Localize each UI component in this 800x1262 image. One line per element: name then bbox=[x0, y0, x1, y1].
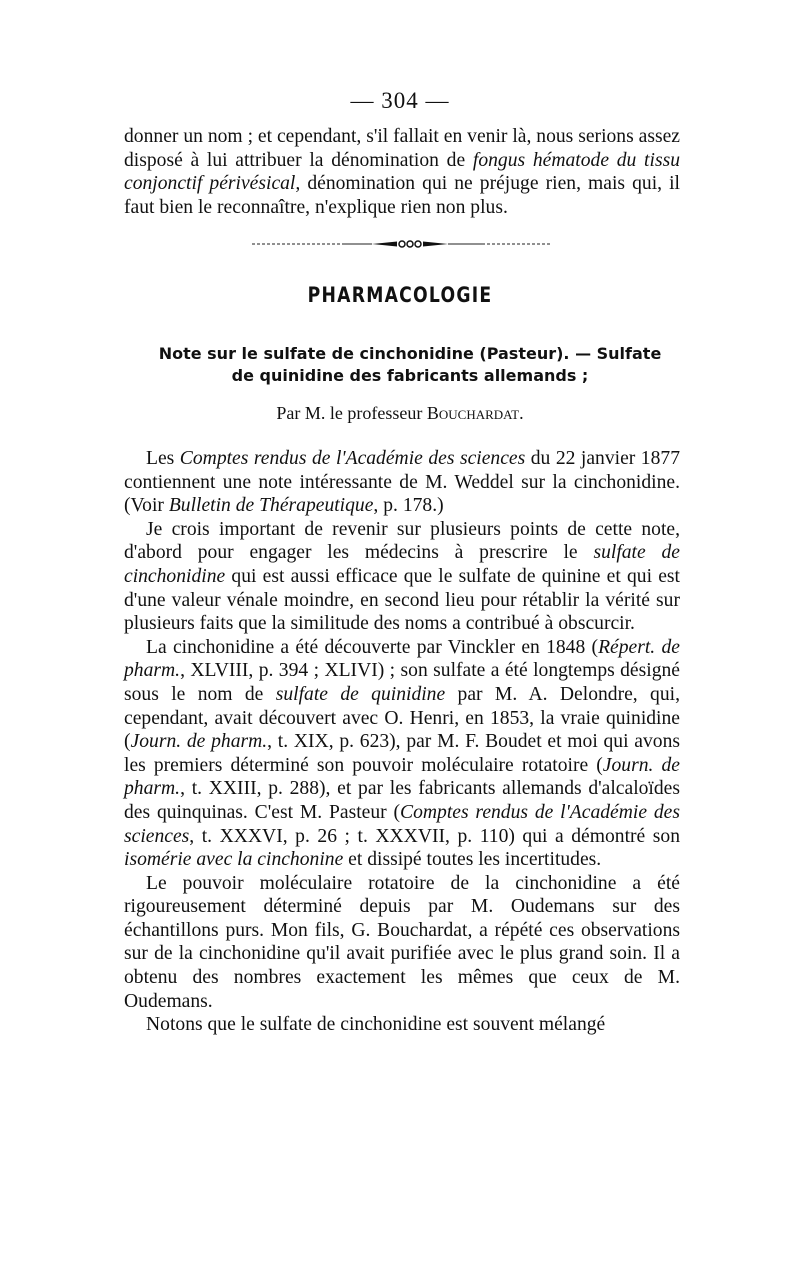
article-title-line-1: Note sur le sulfate de cinchonidine (Pasteur). — Sulfate bbox=[158, 344, 662, 363]
p3-italic-1: Répert. de pharm. bbox=[124, 636, 680, 682]
intro-paragraph bbox=[124, 125, 680, 219]
p3-text-1: La cinchonidine a été découverte par Vinckler en 1848 ( bbox=[146, 636, 599, 658]
body-paragraph-1 bbox=[124, 447, 680, 518]
article-title-line-2: de quinidine des fabricants allemands ; bbox=[231, 366, 589, 385]
intro-italic-1: fongus hématode bbox=[472, 149, 610, 171]
body-paragraph-3 bbox=[124, 636, 680, 872]
intro-line-4: mais qui, il faut bien le reconnaître, n'explique rien non plus. bbox=[124, 173, 680, 218]
p3-text-3: par M. A. Delondre, qui, cependant, avait découvert avec O. Henri, en 1853, la vraie quinidine ( bbox=[124, 683, 680, 753]
byline-prefix: Par M. le professeur bbox=[276, 403, 427, 423]
p1-text-3: , p. 178.) bbox=[373, 495, 444, 517]
p2-text-2: qui est aussi efficace que le sulfate de quinine et qui est d'une valeur vénale moindre, en second lieu pour rétablir la vérité sur plusieurs faits que la similitude des noms a contribué à obscurcir. bbox=[124, 565, 680, 635]
p3-italic-5: Comptes rendus de l'Académie des sciences bbox=[124, 801, 680, 847]
body-paragraph-4 bbox=[124, 872, 680, 1014]
p1-text-1: Les bbox=[146, 448, 180, 469]
p3-text-5: , t. XXIII, p. 288), et par les fabricants allemands d'alcaloïdes des quinquinas. C'est M. Pasteur ( bbox=[124, 778, 680, 823]
body-paragraph-2 bbox=[124, 518, 680, 636]
p2-italic-1: sulfate de cinchonidine bbox=[124, 542, 680, 587]
intro-line-3: dénomination qui ne préjuge rien, bbox=[300, 173, 581, 195]
p5-text-1: Notons que le sulfate de cinchonidine est souvent mélangé bbox=[146, 1014, 606, 1036]
section-heading: PHARMACOLOGIE bbox=[307, 283, 493, 307]
p3-text-7: et dissipé toutes les incertitudes. bbox=[343, 849, 602, 871]
p1-italic-1: Comptes rendus de l'Académie des sciences bbox=[179, 448, 526, 469]
p1-italic-2: Bulletin de Thérapeutique bbox=[168, 495, 374, 517]
intro-line-1: donner un nom ; et cependant, s'il fallait en venir là, nous serions bbox=[124, 126, 634, 147]
p2-text-1: Je crois important de revenir sur plusieurs points de cette note, d'abord pour engager les médecins à prescrire le bbox=[124, 518, 680, 564]
intro-italic-2: du tissu conjonctif périvésical, bbox=[124, 149, 680, 195]
p1-text-2: du 22 janvier 1877 contiennent une note intéressante de M. Weddel sur la cinchonidine. (Voir bbox=[124, 448, 680, 517]
body-paragraph-5 bbox=[124, 1013, 680, 1037]
byline-author: Bouchardat. bbox=[426, 403, 524, 423]
p3-text-2: , XLVIII, p. 394 ; XLIVI) ; son sulfate a été longtemps désigné sous le nom de bbox=[124, 660, 680, 705]
article-body bbox=[124, 447, 680, 1037]
p3-text-6: , t. XXXVI, p. 26 ; t. XXXVII, p. 110) qui a démontré son bbox=[189, 825, 680, 847]
p4-text-1: Le pouvoir moléculaire rotatoire de la cinchonidine a été rigoureusement déterminé depuis par M. Oudemans sur des échantillons purs. Mon fils, G. Bouchardat, a répété ces observations sur de la cinchonidine qu'il avait purifiée avec le plus grand soin. Il a obtenu des nombres exactement les mêmes que ceux de M. Oudemans. bbox=[124, 872, 680, 1012]
p3-text-4: , t. XIX, p. 623), par M. F. Boudet et moi qui avons les premiers déterminé son pouvoir moléculaire rotatoire ( bbox=[124, 731, 680, 776]
article-title bbox=[140, 343, 680, 387]
p3-italic-2: sulfate de quinidine bbox=[275, 683, 446, 705]
p3-italic-6: isomérie avec la cinchonine bbox=[124, 849, 344, 871]
p3-italic-3: Journ. de pharm. bbox=[130, 731, 268, 753]
page-number: — 304 — bbox=[350, 88, 450, 113]
p3-italic-4: Journ. de pharm. bbox=[124, 754, 680, 800]
ornamental-divider bbox=[252, 238, 552, 250]
intro-line-2: assez disposé à lui attribuer la dénomination de bbox=[124, 126, 680, 171]
byline bbox=[0, 403, 800, 424]
